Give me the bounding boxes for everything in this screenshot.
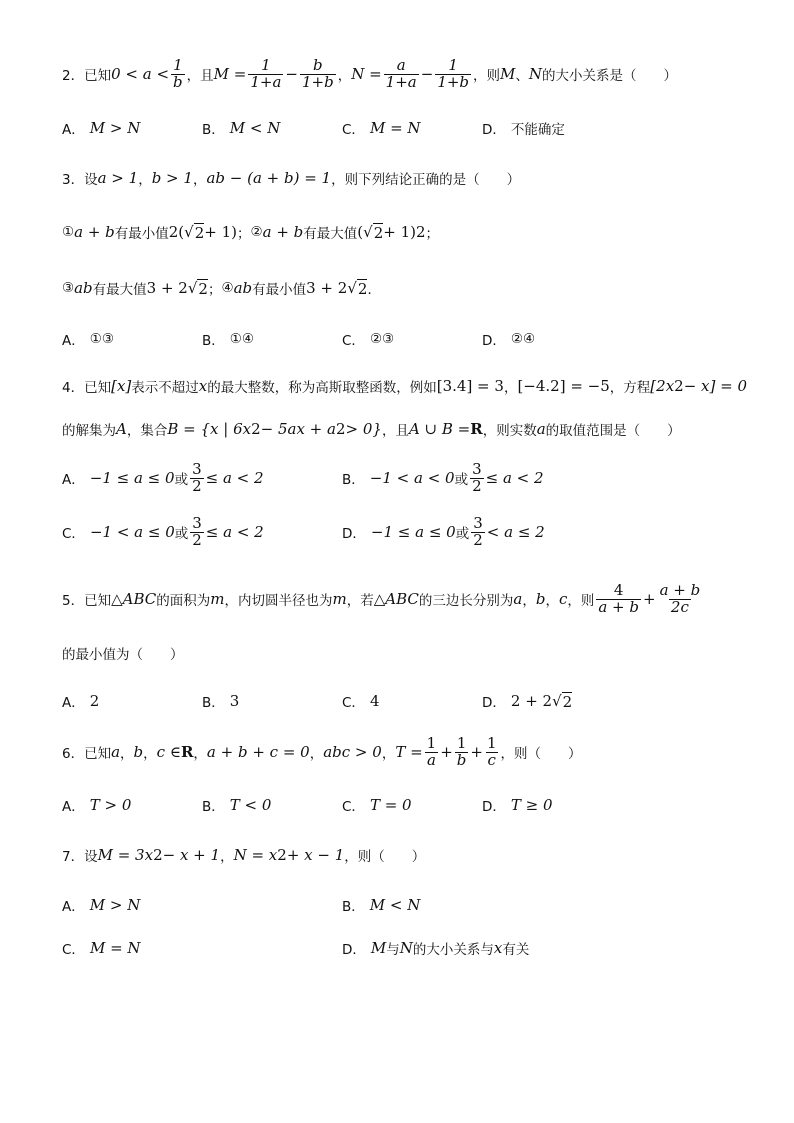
q6-option-d[interactable]: D． T ≥ 0: [482, 796, 553, 815]
q6-stem: 6． 已知 a ， b ， c ∈ R ， a + b + c = 0 ， abc > 0 ， T = $\frac{1}{a}$ + $\frac{1}{b}$ + $\frac{1}{c}$ ，则（ ）: [62, 734, 582, 769]
fraction: $\frac{a}{1+a}$: [385, 56, 417, 91]
q7-option-a[interactable]: A． M > N: [62, 896, 141, 915]
q2-option-a[interactable]: A． M > N: [62, 119, 141, 138]
q5-option-c[interactable]: C． 4: [342, 692, 380, 711]
q4-option-a[interactable]: A． −1 ≤ a ≤ 0 或 $\frac{3}{2}$ ≤ a < 2: [62, 460, 264, 495]
q3-option-c[interactable]: C． ②③: [342, 331, 395, 349]
q3-stem: 3． 设 a > 1 ， b > 1 ， ab − (a + b) = 1 ，则下列结论正确的是（ ）: [62, 169, 521, 188]
q2-option-d[interactable]: D． 不能确定: [482, 122, 565, 138]
q5-number: 5．: [62, 593, 85, 610]
q3-option-b[interactable]: B． ①④: [202, 331, 254, 349]
q5-option-b[interactable]: B． 3: [202, 692, 240, 711]
q5-stem-line2: 的最小值为（ ）: [62, 647, 184, 663]
q3-statements-1-2: ① a + b 有最小值 2( √ 2 + 1) ； ② a + b 有最大值 ( √ 2 + 1) 2 ；: [62, 223, 440, 242]
fraction: $\frac{1}{1+b}$: [437, 56, 470, 91]
fraction: $\frac{1}{b}$: [173, 56, 183, 91]
q5-option-a[interactable]: A． 2: [62, 692, 100, 711]
q5-option-d[interactable]: D． 2 + 2 √ 2: [482, 692, 573, 711]
q2-option-c[interactable]: C． M = N: [342, 119, 421, 138]
q7-stem: 7． 设 M = 3x 2 − x + 1 ， N = x 2 + x − 1 ，则（ ）: [62, 846, 426, 865]
q3-option-a[interactable]: A． ①③: [62, 331, 114, 349]
q3-number: 3．: [62, 172, 85, 188]
q6-option-a[interactable]: A． T > 0: [62, 796, 132, 815]
q7-option-c[interactable]: C． M = N: [62, 939, 141, 958]
q6-option-b[interactable]: B． T < 0: [202, 796, 272, 815]
q4-option-c[interactable]: C． −1 < a ≤ 0 或 $\frac{3}{2}$ ≤ a < 2: [62, 514, 264, 549]
q4-number: 4．: [62, 380, 85, 396]
q7-option-d[interactable]: D． M 与 N 的大小关系与 x 有关: [342, 939, 530, 958]
q6-number: 6．: [62, 746, 85, 763]
q4-option-b[interactable]: B． −1 < a < 0 或 $\frac{3}{2}$ ≤ a < 2: [342, 460, 544, 495]
q4-stem-line1: 4． 已知 [x] 表示不超过 x 的最大整数，称为高斯取整函数，例如 [3.4] = 3 ， [−4.2] = −5 ，方程 [2x 2 − x] = 0: [62, 377, 747, 396]
q2-option-b[interactable]: B． M < N: [202, 119, 281, 138]
q7-number: 7．: [62, 849, 85, 865]
q7-option-b[interactable]: B． M < N: [342, 896, 421, 915]
q6-option-c[interactable]: C． T = 0: [342, 796, 412, 815]
q2-stem: 2． 已知 0 < a < $\frac{1}{b}$ ，且 M = $\frac{1}{1+a}$ − $\frac{b}{1+b}$ ， N = $\frac{a}{1+a}$ − $\frac{1}{1+b}$ ，则 M 、 N 的大小关系是（ ）: [62, 56, 678, 91]
q5-stem-line1: 5． 已知 △ABC 的面积为 m ，内切圆半径也为 m ，若 △ABC 的三边长分别为 a ， b ， c ，则 $\frac{4}{a + b}$ + $\frac{a + b}{2c}$: [62, 581, 701, 616]
q3-option-d[interactable]: D． ②④: [482, 331, 536, 349]
q4-stem-line2: 的解集为 A ，集合 B = {x | 6x 2 − 5ax + a 2 > 0} ，且 A ∪ B = R ，则实数 a 的取值范围是（ ）: [62, 420, 681, 439]
q4-option-d[interactable]: D． −1 ≤ a ≤ 0 或 $\frac{3}{2}$ < a ≤ 2: [342, 514, 545, 549]
fraction: $\frac{b}{1+b}$: [301, 56, 334, 91]
q3-statements-3-4: ③ ab 有最大值 3 + 2 √ 2 ； ④ ab 有最小值 3 + 2 √ 2 ．: [62, 279, 381, 298]
fraction: $\frac{1}{1+a}$: [250, 56, 282, 91]
q2-number: 2．: [62, 68, 85, 85]
